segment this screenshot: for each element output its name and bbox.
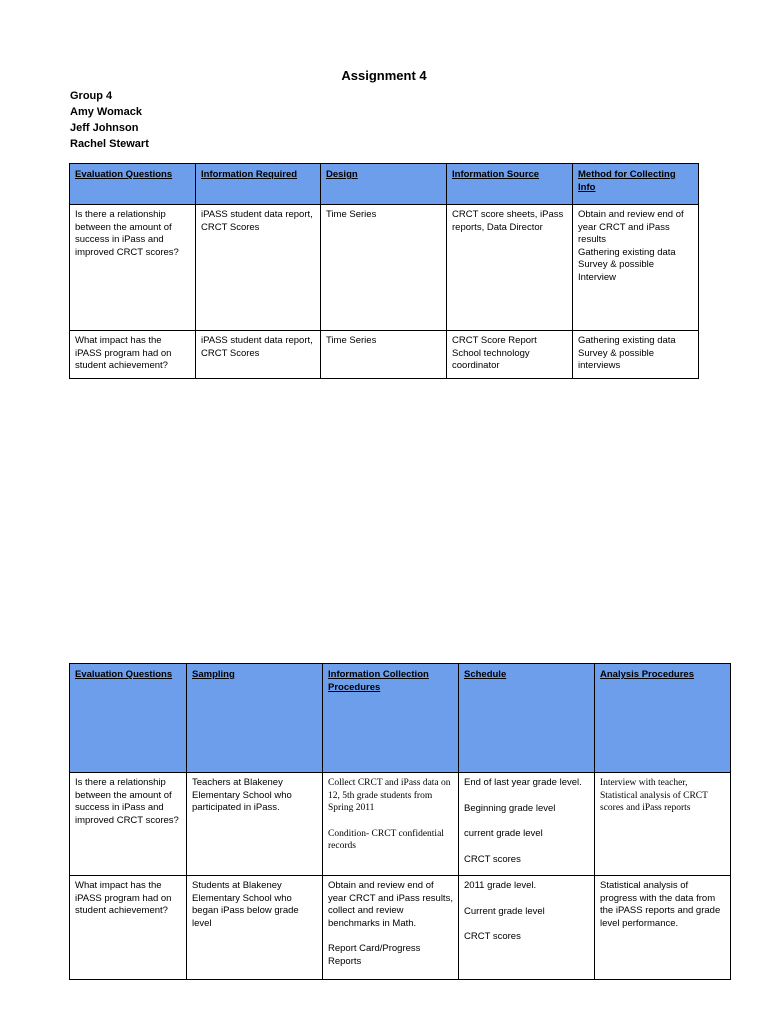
cell-line: Gathering existing data (578, 335, 676, 346)
cell-line: Collect CRCT and iPass data on 12, 5th grade students from Spring 2011 (328, 778, 451, 813)
table-cell (459, 773, 595, 876)
cell-line: 2011 grade level. (464, 880, 537, 891)
author-name: Jeff Johnson (70, 122, 139, 134)
author-name: Amy Womack (70, 106, 142, 118)
column-header: Information Required (196, 164, 321, 205)
table-cell: Time Series (321, 331, 447, 379)
table-cell: Students at Blakeney Elementary School who began iPass below grade level (187, 876, 323, 980)
group-name: Group 4 (70, 90, 113, 102)
table-header-row (70, 164, 699, 205)
table-cell: Teachers at Blakeney Elementary School who participated in iPass. (187, 773, 323, 876)
cell-line: Obtain and review end of year CRCT and iPass results (578, 209, 684, 245)
column-header: Schedule (459, 664, 595, 773)
table-row (70, 876, 731, 980)
cell-line: Beginning grade level (464, 802, 556, 814)
table-row (70, 205, 699, 331)
column-header: Evaluation Questions (70, 664, 187, 773)
cell-line: Current grade level (464, 905, 545, 917)
cell-line: School technology coordinator (452, 347, 530, 371)
column-header: Analysis Procedures (595, 664, 731, 773)
column-header: Sampling (187, 664, 323, 773)
table-header-row (70, 664, 731, 773)
table-cell (323, 773, 459, 876)
table-cell: Is there a relationship between the amount of success in iPass and improved CRCT scores? (70, 205, 196, 331)
table-cell (447, 331, 573, 379)
cell-line: Report Card/Progress Reports (328, 943, 421, 967)
cell-line: Obtain and review end of year CRCT and iPass results, collect and review benchmarks in Math. (328, 880, 453, 929)
column-header: Method for Collecting Info (573, 164, 699, 205)
column-header: Design (321, 164, 447, 205)
evaluation-design-table (69, 163, 699, 379)
table-cell (573, 205, 699, 331)
cell-line: CRCT Score Report (452, 335, 537, 346)
cell-line: CRCT scores (464, 853, 521, 865)
cell-line: Gathering existing data (578, 246, 676, 258)
table-cell: Time Series (321, 205, 447, 331)
cell-line: Survey & possible interviews (578, 347, 655, 371)
table-cell: Interview with teacher, Statistical analysis of CRCT scores and iPass reports (595, 773, 731, 876)
author-name: Rachel Stewart (70, 138, 149, 150)
table-cell: Is there a relationship between the amount of success in iPass and improved CRCT scores? (70, 773, 187, 876)
table-cell (573, 331, 699, 379)
cell-line: End of last year grade level. (464, 777, 582, 788)
cell-line: CRCT scores (464, 931, 521, 942)
table-row (70, 773, 731, 876)
cell-line: current grade level (464, 828, 543, 839)
column-header: Evaluation Questions (70, 164, 196, 205)
table-cell: What impact has the iPASS program had on student achievement? (70, 331, 196, 379)
table-cell (323, 876, 459, 980)
author-list (70, 88, 149, 152)
table-cell: What impact has the iPASS program had on student achievement? (70, 876, 187, 980)
table-cell: iPASS student data report, CRCT Scores (196, 205, 321, 331)
evaluation-procedures-table (69, 663, 731, 980)
table-cell: Statistical analysis of progress with the data from the iPASS reports and grade level performance. (595, 876, 731, 980)
table-cell: iPASS student data report, CRCT Scores (196, 331, 321, 379)
cell-line: Survey & possible Interview (578, 259, 655, 283)
table-cell (459, 876, 595, 980)
table-cell: CRCT score sheets, iPass reports, Data Director (447, 205, 573, 331)
document-title: Assignment 4 (341, 68, 427, 83)
column-header: Information Collection Procedures (323, 664, 459, 773)
column-header: Information Source (447, 164, 573, 205)
table-row (70, 331, 699, 379)
cell-line: Condition- CRCT confidential records (328, 828, 444, 851)
